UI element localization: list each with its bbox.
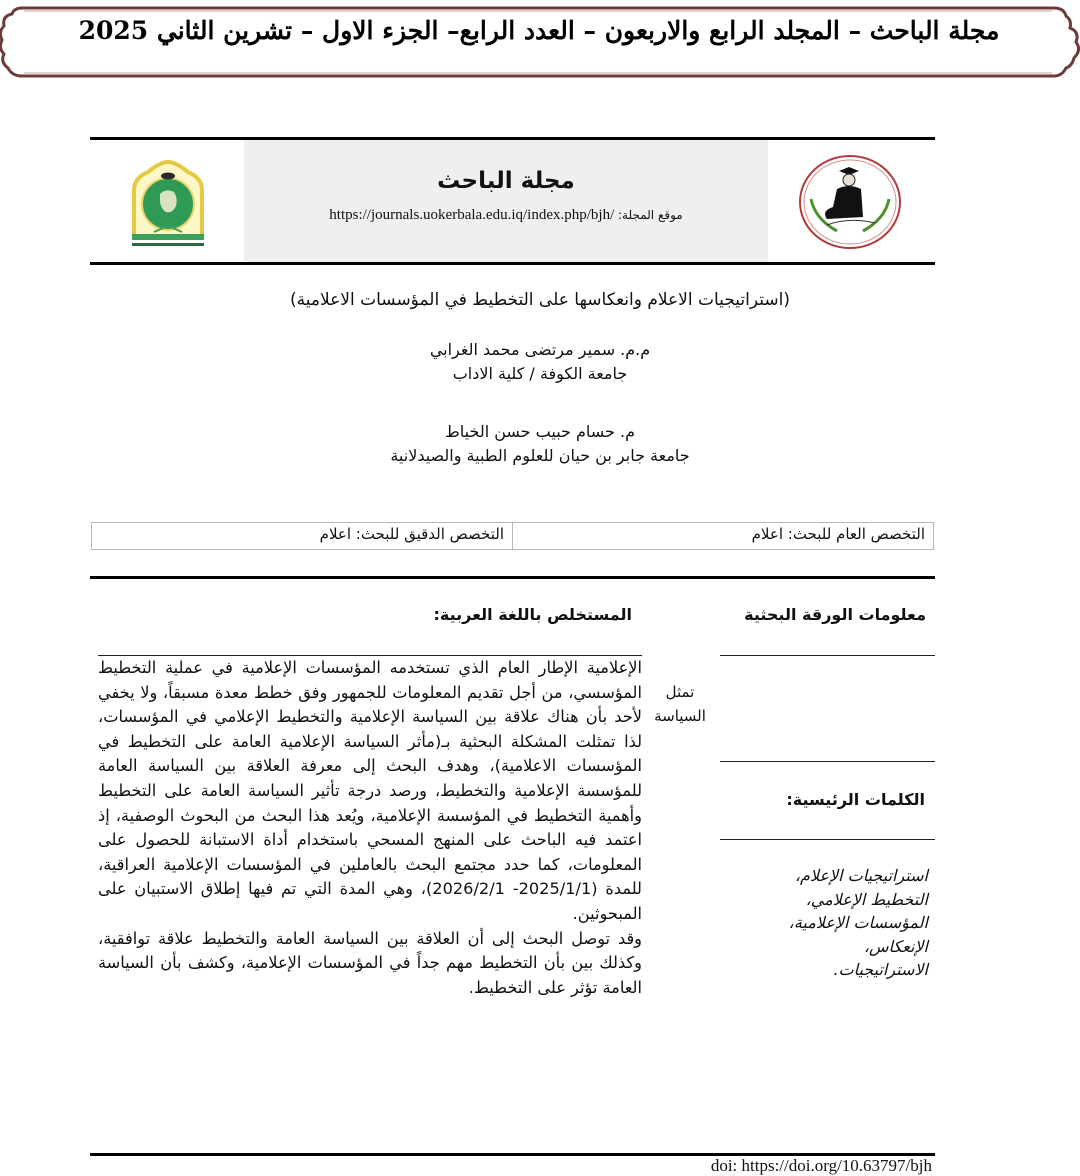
banner-title: مجلة الباحث – المجلد الرابع والاربعون – العدد الرابع– الجزء الاول – تشرين الثاني 2025 — [78, 16, 1000, 45]
author-1-affiliation: جامعة الكوفة / كلية الاداب — [452, 364, 628, 383]
keywords-list — [722, 864, 928, 982]
website-label: موقع المجلة: — [618, 208, 683, 222]
side-fragment-line-1: تمثل — [665, 683, 695, 701]
author-2-affiliation: جامعة جابر بن حيان للعلوم الطبية والصيدلانية — [390, 446, 690, 465]
specialization-table — [91, 522, 934, 550]
keyword-item: استراتيجيات الإعلام، — [794, 866, 928, 885]
info-rule-1 — [720, 655, 935, 656]
website-url[interactable]: https://journals.uokerbala.edu.iq/index.php/bjh/ — [329, 207, 615, 223]
journal-scholar-logo — [797, 153, 903, 251]
specific-specialization: التخصص الدقيق للبحث: اعلام — [92, 523, 513, 549]
abstract-paragraph-2: وقد توصل البحث إلى أن العلاقة بين السياسة العامة والتخطيط علاقة توافقية، وكذلك بين بأن التخطيط مهم جداً في المؤسسات الإعلامية، وكشف بأن السياسة العامة تؤثر على التخطيط. — [98, 928, 642, 997]
keyword-item: الاستراتيجيات. — [833, 960, 928, 979]
doi-link[interactable]: doi: https://doi.org/10.63797/bjh — [710, 1156, 932, 1175]
general-specialization: التخصص العام للبحث: اعلام — [751, 525, 925, 543]
author-1-name: م.م. سمير مرتضى محمد الغرابي — [429, 340, 651, 359]
college-emblem-logo — [126, 160, 210, 250]
keyword-item: المؤسسات الإعلامية، — [788, 913, 928, 932]
paper-info-heading: معلومات الورقة البحثية — [744, 605, 926, 624]
section-divider-rule — [90, 576, 935, 579]
header-bottom-rule — [90, 262, 935, 265]
abstract-side-fragment — [648, 680, 712, 728]
journal-title-panel — [244, 140, 768, 262]
journal-name: مجلة الباحث — [437, 168, 575, 194]
side-fragment-line-2: السياسة — [654, 707, 706, 725]
paper-title: (استراتيجيات الاعلام وانعكاسها على التخطيط في المؤسسات الاعلامية) — [290, 290, 790, 310]
abstract-paragraph-1: الإعلامية الإطار العام الذي تستخدمه المؤسسات الإعلامية في عملية التخطيط المؤسسي، من أجل تقديم المعلومات للجمهور وفق خطط معدة مسبقاً، ولا يخفي لأحد بأن هناك علاقة بين السياسة الإعلامية والتخطيط الإعلامي في المؤسسات، لذا تمثلت المشكلة البحثية بـ(مأثر السياسة الإعلامية العامة على التخطيط في المؤسسات الاعلامية)، وهدف البحث إلى معرفة العلاقة بين السياسة العامة للمؤسسة الإعلامية والتخطيط، ورصد درجة تأثير السياسة العامة على التخطيط وأهمية التخطيط في المؤسسة الإعلامية، ويُعد هذا البحث من البحوث الوصفية، إذ اعتمد فيه الباحث على المنهج المسحي باستخدام أداة الاستبانة للحصول على المعلومات، كما حدد مجتمع البحث بالعاملين في المؤسسات الإعلامية العراقية، للمدة (2025/1/1- 2026/2/1)، وهي المدة التي تم فيها إطلاق الاستبيان على المبحوثين. — [98, 658, 642, 923]
keywords-heading: الكلمات الرئيسية: — [786, 790, 925, 809]
info-rule-3 — [720, 839, 935, 840]
author-2-name: م. حسام حبيب حسن الخياط — [444, 422, 636, 441]
journal-issue-banner — [0, 2, 1080, 78]
abstract-body — [98, 656, 642, 1000]
keyword-item: الإنعكاس، — [863, 936, 928, 956]
abstract-heading: المستخلص باللغة العربية: — [433, 605, 632, 624]
journal-website — [244, 207, 768, 224]
keyword-item: التخطيط الإعلامي، — [805, 889, 928, 909]
info-rule-2 — [720, 761, 935, 762]
